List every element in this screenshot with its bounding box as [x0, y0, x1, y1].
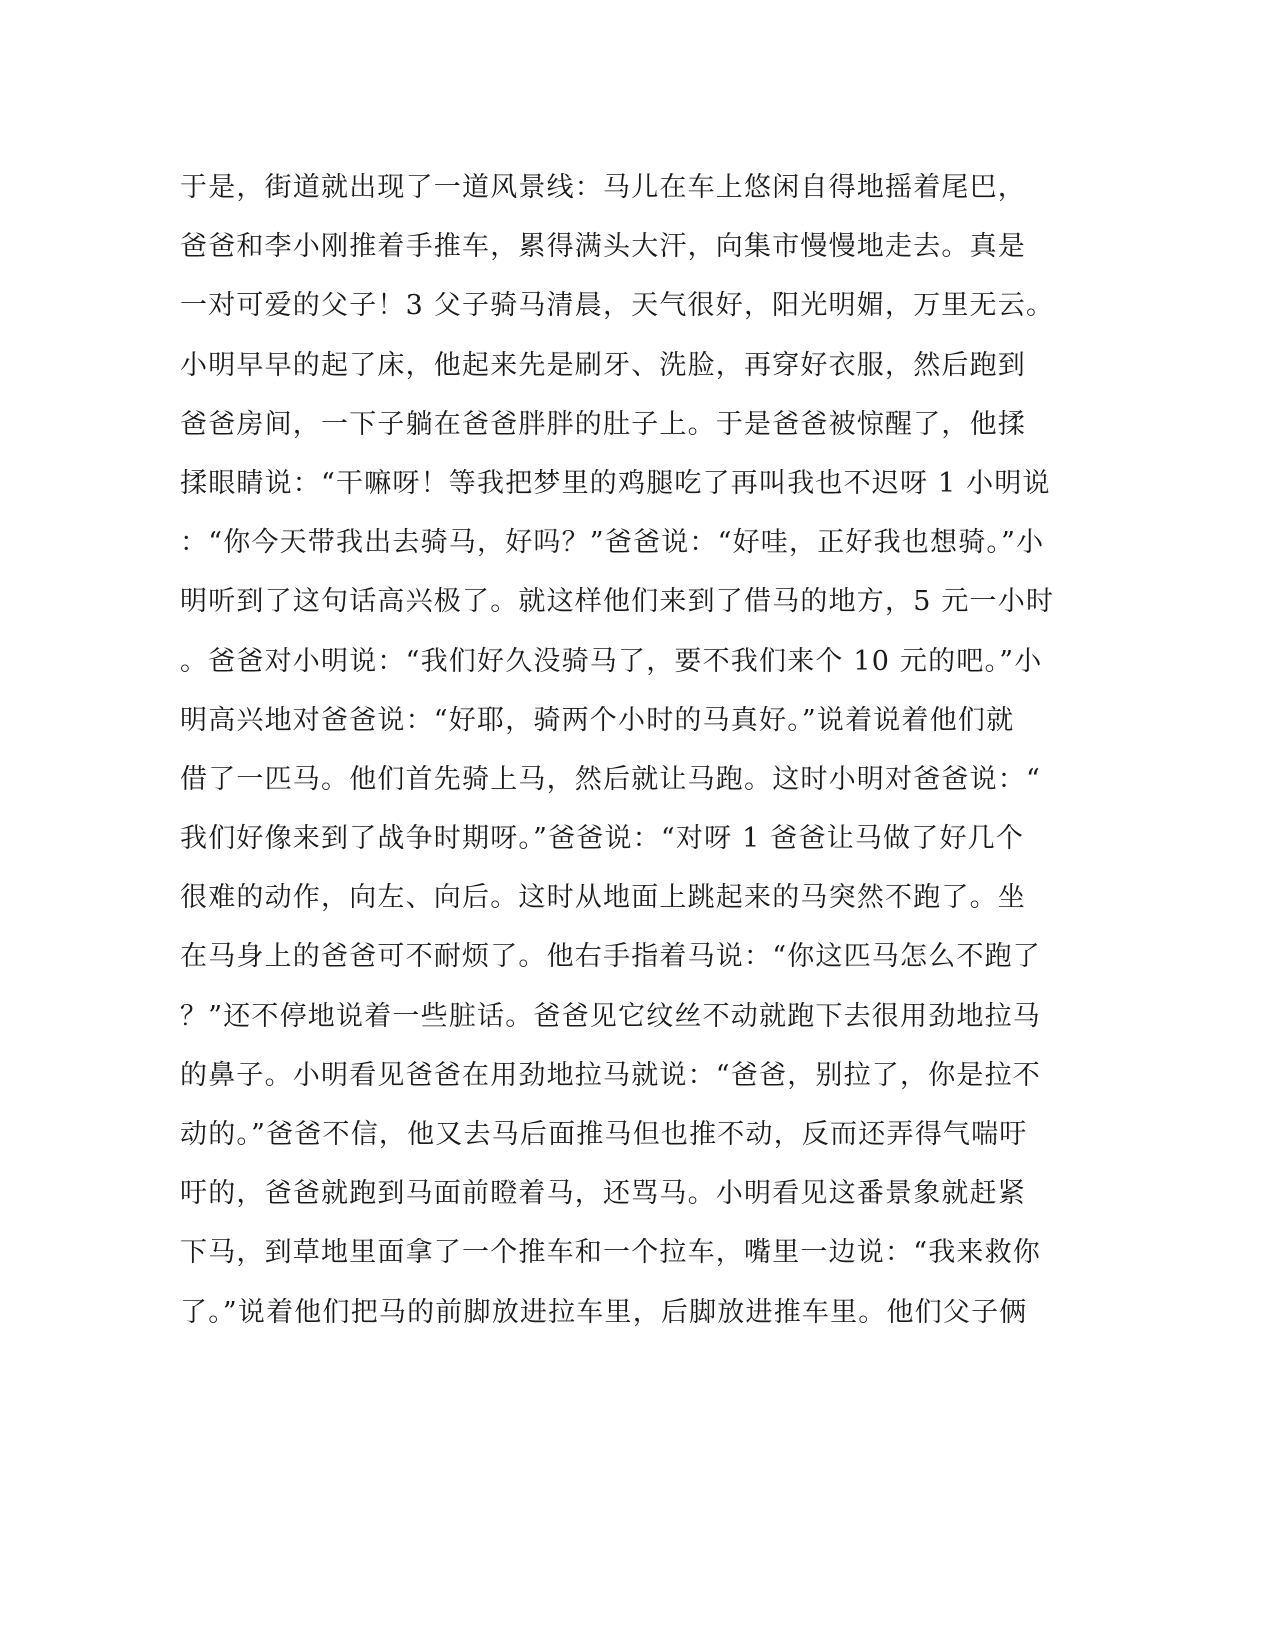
text-line: 爸爸和李小刚推着手推车，累得满头大汗，向集市慢慢地走去。真是: [180, 231, 1026, 263]
text-line: 吁的，爸爸就跑到马面前瞪着马，还骂马。小明看见这番景象就赶紧: [180, 1178, 1026, 1210]
text-line: 于是，街道就出现了一道风景线：马儿在车上悠闲自得地摇着尾巴，: [180, 172, 1026, 203]
text-line: 了。”说着他们把马的前脚放进拉车里，后脚放进推车里。他们父子俩: [180, 1296, 1028, 1328]
text-line: ：“你今天带我出去骑马，好吗？”爸爸说：“好哇，正好我也想骑。”小: [180, 527, 1045, 559]
text-line: 动的。”爸爸不信，他又去马后面推马但也推不动，反而还弄得气喘吁: [180, 1119, 1028, 1150]
text-line: 很难的动作，向左、向后。这时从地面上跳起来的马突然不跑了。坐: [180, 882, 1026, 914]
text-line: 下马，到草地里面拿了一个推车和一个拉车，嘴里一边说：“我来救你: [180, 1237, 1042, 1269]
text-line: 明高兴地对爸爸说：“好耶，骑两个小时的马真好。”说着说着他们就: [180, 704, 1015, 736]
text-line: 明听到了这句话高兴极了。就这样他们来到了借马的地方，5 元一小时: [180, 586, 1055, 618]
text-line: 小明早早的起了床，他起来先是刷牙、洗脸，再穿好衣服，然后跑到: [180, 349, 1026, 381]
text-line: 爸爸房间，一下子躺在爸爸胖胖的肚子上。于是爸爸被惊醒了，他揉: [180, 408, 1026, 440]
text-line: 借了一匹马。他们首先骑上马，然后就让马跑。这时小明对爸爸说：“: [180, 763, 1042, 795]
text-line: 一对可爱的父子！3 父子骑马清晨，天气很好，阳光明媚，万里无云。: [180, 290, 1055, 322]
text-line: ？”还不停地说着一些脏话。爸爸见它纹丝不动就跑下去很用劲地拉马: [180, 1000, 1042, 1032]
text-line: 的鼻子。小明看见爸爸在用劲地拉马就说：“爸爸，别拉了，你是拉不: [180, 1059, 1042, 1091]
text-line: 揉眼睛说：“干嘛呀！等我把梦里的鸡腿吃了再叫我也不迟呀 1 小明说: [180, 467, 1051, 499]
text-line: 我们好像来到了战争时期呀。”爸爸说：“对呀 1 爸爸让马做了好几个: [180, 823, 1025, 855]
text-line: 。爸爸对小明说：“我们好久没骑马了，要不我们来个 10 元的吧。”小: [180, 645, 1043, 677]
text-line: 在马身上的爸爸可不耐烦了。他右手指着马说：“你这匹马怎么不跑了: [180, 941, 1042, 973]
body-text: [180, 158, 1060, 1342]
